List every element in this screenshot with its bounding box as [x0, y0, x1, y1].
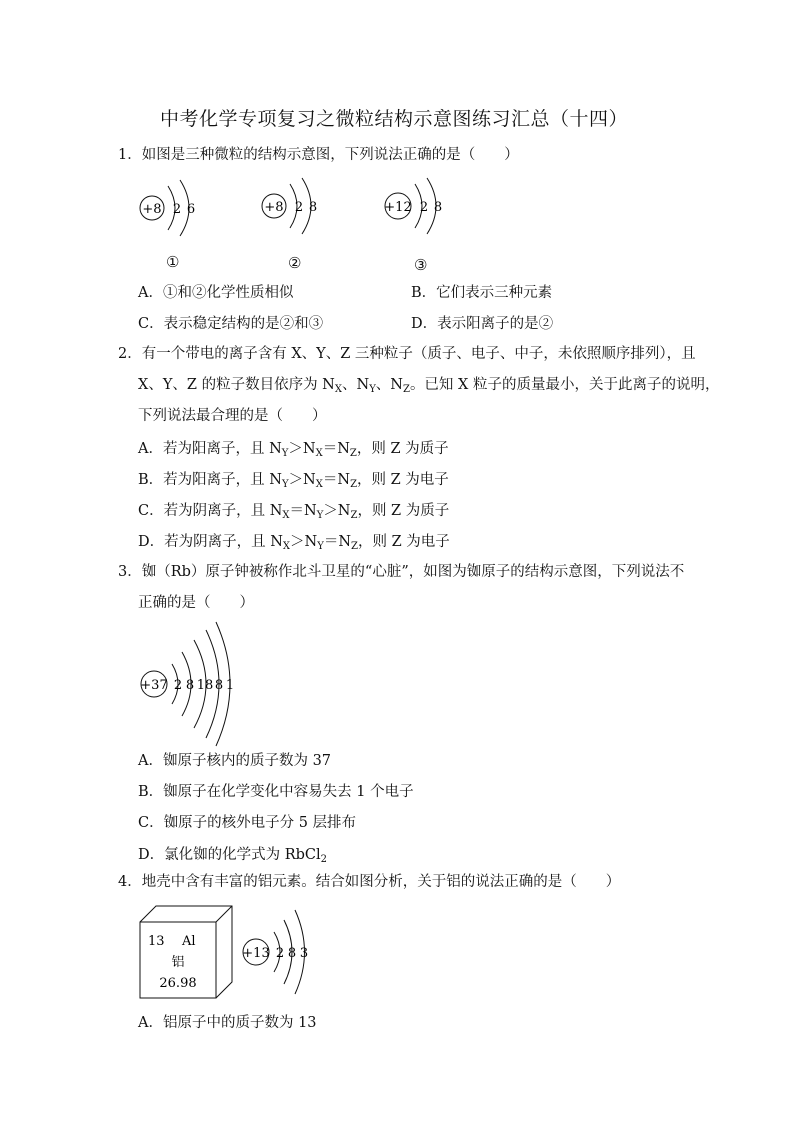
q3-line-2: 正确的是（ ）	[138, 595, 254, 611]
q1-option-c[interactable]: C．表示稳定结构的是②和③	[138, 316, 324, 332]
q3-option-b[interactable]: B．铷原子在化学变化中容易失去 1 个电子	[138, 784, 414, 800]
q1-d2-shell-2: 8	[308, 200, 318, 215]
q3-option-a[interactable]: A．铷原子核内的质子数为 37	[138, 753, 332, 769]
q2-option-a[interactable]: A．若为阳离子，且 $N_Y>N_X=N_Z$，则 Z 为质子	[138, 441, 449, 459]
q1-caption-2: ②	[288, 254, 302, 272]
q3-shell-2: 8	[185, 678, 195, 693]
q1-caption-3: ③	[414, 256, 428, 274]
q4-element-symbol: Al	[182, 934, 196, 949]
q2-option-d[interactable]: D．若为阴离子，且 $N_X>N_Y=N_Z$，则 Z 为电子	[138, 534, 450, 552]
q4-atomic-mass: 26.98	[159, 976, 197, 991]
q1-d3-nucleus: +12	[384, 200, 412, 215]
q4-shell-3: 3	[299, 946, 309, 961]
q1-option-a[interactable]: A．①和②化学性质相似	[138, 285, 294, 301]
q1-d1-nucleus: +8	[142, 202, 162, 217]
q3-shell-4: 8	[214, 678, 224, 693]
q3-rubidium-diagram	[132, 620, 244, 746]
q1-d2-shell-1: 2	[294, 200, 304, 215]
q3-shell-1: 2	[173, 678, 183, 693]
q2-option-b[interactable]: B．若为阳离子，且 $N_Y>N_X=N_Z$，则 Z 为电子	[138, 472, 449, 490]
q3-option-c[interactable]: C．铷原子的核外电子分 5 层排布	[138, 815, 357, 831]
q4-shell-2: 8	[287, 946, 297, 961]
q4-nucleus: +13	[242, 946, 270, 961]
q4-element-name: 铝	[171, 955, 185, 970]
q1-diagram-3	[372, 170, 456, 246]
q4-atomic-number: 13	[148, 934, 165, 949]
page-title: 中考化学专项复习之微粒结构示意图练习汇总（十四）	[160, 108, 629, 130]
q3-line-1: 3．铷（Rb）原子钟被称作北斗卫星的“心脏”，如图为铷原子的结构示意图，下列说法不	[118, 564, 685, 580]
q2-line-2: X、Y、Z 的粒子数目依序为 $N_X$、$N_Y$、$N_Z$。已知 X 粒子的质量最小，关于此离子的说明，	[138, 377, 720, 395]
q1-d3-shell-1: 2	[419, 200, 429, 215]
q3-shell-5: 1	[225, 678, 235, 693]
q4-option-a[interactable]: A．铝原子中的质子数为 13	[138, 1015, 317, 1031]
q4-shell-1: 2	[275, 946, 285, 961]
q2-line-3: 下列说法最合理的是（ ）	[138, 408, 327, 424]
q4-stem: 4．地壳中含有丰富的铝元素。结合如图分析，关于铝的说法正确的是（ ）	[118, 874, 621, 890]
q3-nucleus: +37	[140, 678, 168, 693]
q1-diagram-2	[252, 170, 332, 246]
q1-d2-nucleus: +8	[264, 200, 284, 215]
q3-shell-3: 18	[196, 678, 214, 693]
q4-aluminum-diagram	[240, 904, 320, 1000]
q4-element-cube	[138, 904, 234, 1000]
q1-stem: 1．如图是三种微粒的结构示意图，下列说法正确的是（ ）	[118, 147, 519, 163]
q1-d3-shell-2: 8	[433, 200, 443, 215]
q1-d1-shell-2: 6	[186, 202, 196, 217]
q3-option-d[interactable]: D．氯化铷的化学式为 RbCl$_2$	[138, 847, 328, 865]
q1-diagram-1	[130, 172, 210, 248]
q1-option-b[interactable]: B．它们表示三种元素	[411, 285, 553, 301]
q1-d1-shell-1: 2	[172, 202, 182, 217]
q1-option-d[interactable]: D．表示阳离子的是②	[411, 316, 554, 332]
q1-caption-1: ①	[166, 253, 180, 271]
q2-line-1: 2．有一个带电的离子含有 X、Y、Z 三种粒子（质子、电子、中子，未依照顺序排列），且	[118, 346, 696, 362]
q2-option-c[interactable]: C．若为阴离子，且 $N_X=N_Y>N_Z$，则 Z 为质子	[138, 503, 450, 521]
